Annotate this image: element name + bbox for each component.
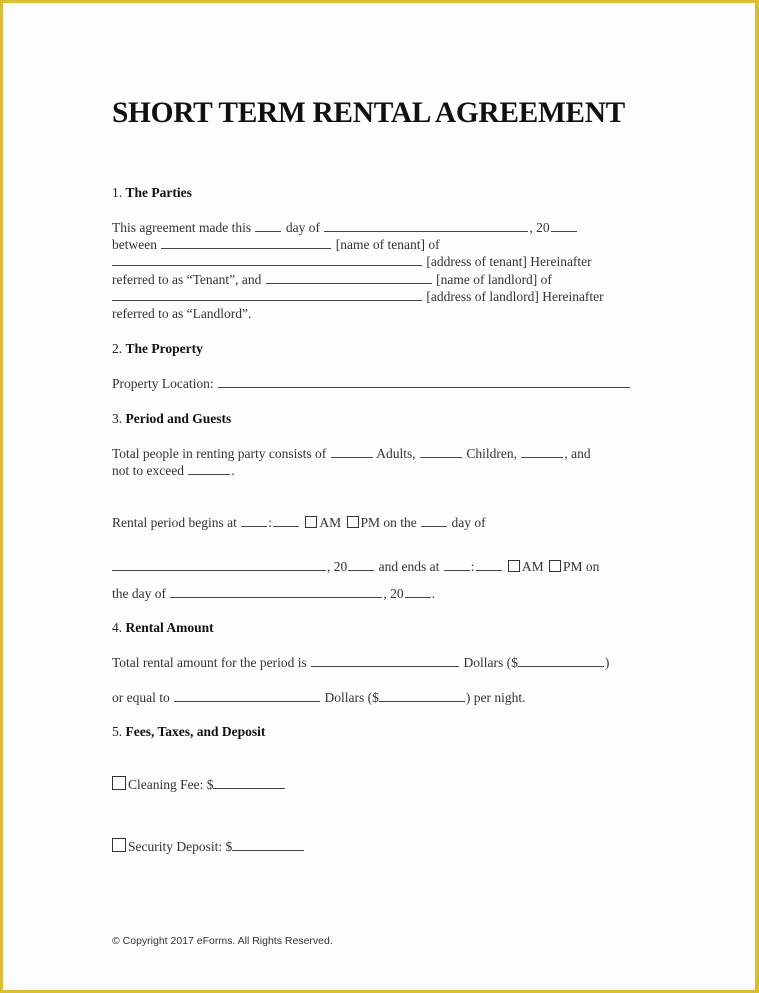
property-location-blank[interactable] [218,386,630,388]
end-minute-blank[interactable] [476,569,502,571]
document-title: SHORT TERM RENTAL AGREEMENT [112,96,625,129]
section-number: 2. [112,341,123,356]
adults-blank[interactable] [331,456,373,458]
text: between [112,237,157,252]
text: [name of landlord] of [436,272,552,287]
security-deposit-line [112,838,305,855]
section-number: 1. [112,185,123,200]
am-label: AM [319,515,342,530]
section-title: The Property [125,341,203,356]
text: [address of tenant] Hereinafter [426,254,592,269]
begin-pm-checkbox[interactable] [347,516,359,528]
cleaning-fee-label: Cleaning Fee: $ [128,777,214,792]
nightly-amount-words-blank[interactable] [174,700,320,702]
begin-am-checkbox[interactable] [305,516,317,528]
landlord-address-blank[interactable] [112,299,422,301]
section-title: The Parties [125,185,192,200]
text: referred to as “Tenant”, and [112,272,262,287]
text: . [431,586,435,601]
section-heading-fees [112,724,265,740]
text: : [268,515,272,530]
text: ) [604,655,610,670]
period-begins-line [112,515,486,531]
total-amount-words-blank[interactable] [311,665,459,667]
guests-line-2 [112,463,235,479]
text: not to exceed [112,463,184,478]
total-amount-number-blank[interactable] [518,665,604,667]
text: the day of [112,586,166,601]
parties-line-2 [112,237,440,253]
month-blank[interactable] [324,230,528,232]
period-end-date-line [112,586,435,602]
end-am-checkbox[interactable] [508,560,520,572]
text: on the [383,515,417,530]
text: Total rental amount for the period is [112,655,307,670]
security-deposit-label: Security Deposit: $ [128,839,233,854]
begin-day-blank[interactable] [421,525,447,527]
security-deposit-blank[interactable] [232,849,304,851]
text: . [231,463,235,478]
text: on [585,559,600,574]
text: , 20 [383,586,404,601]
tenant-address-blank[interactable] [112,264,422,266]
parties-line-6 [112,306,251,322]
parties-line-4 [112,272,552,288]
other-guests-blank[interactable] [521,456,563,458]
text: Children, [466,446,518,461]
section-heading-property [112,341,203,357]
tenant-name-blank[interactable] [161,247,331,249]
year-blank[interactable] [551,230,577,232]
copyright-footer: © Copyright 2017 eForms. All Rights Reserved. [112,935,333,947]
cleaning-fee-line [112,776,286,793]
parties-line-3 [112,254,592,270]
section-number: 4. [112,620,123,635]
rental-amount-line-1 [112,655,609,671]
cleaning-fee-checkbox[interactable] [112,776,126,790]
text: : [470,559,475,574]
section-title: Rental Amount [125,620,214,635]
end-pm-checkbox[interactable] [549,560,561,572]
children-blank[interactable] [420,456,462,458]
begin-hour-blank[interactable] [241,525,267,527]
end-hour-blank[interactable] [444,569,470,571]
cleaning-fee-blank[interactable] [213,787,285,789]
text: Adults, [376,446,416,461]
property-location-label: Property Location: [112,376,214,391]
period-ends-line [112,559,599,575]
max-guests-blank[interactable] [188,473,230,475]
text: ) per night. [465,690,526,705]
text: [address of landlord] Hereinafter [426,289,604,304]
text: Dollars ($ [324,690,379,705]
begin-year-blank[interactable] [348,569,374,571]
text: Dollars ($ [463,655,518,670]
pm-label: PM [563,559,583,574]
text: referred to as “Landlord”. [112,306,252,321]
text: , 20 [327,559,348,574]
text: Total people in renting party consists of [112,446,327,461]
text: Rental period begins at [112,515,237,530]
text: day of [285,220,320,235]
begin-month-blank[interactable] [112,569,326,571]
end-year-blank[interactable] [405,596,431,598]
begin-minute-blank[interactable] [273,525,299,527]
end-month-blank[interactable] [170,596,382,598]
parties-line-1 [112,220,578,236]
nightly-amount-number-blank[interactable] [379,700,465,702]
section-number: 3. [112,411,123,426]
section-heading-rental-amount [112,620,214,636]
text: This agreement made this [112,220,252,235]
text: day of [451,515,486,530]
section-heading-parties [112,185,192,201]
pm-label: PM [360,515,381,530]
text: , and [564,446,591,461]
text: , 20 [529,220,550,235]
property-location-line [112,376,631,392]
text: [name of tenant] of [335,237,440,252]
am-label: AM [521,559,544,574]
section-heading-period-guests [112,411,231,427]
section-title: Period and Guests [125,411,232,426]
rental-amount-line-2 [112,690,525,706]
text: and ends at [378,559,440,574]
landlord-name-blank[interactable] [266,282,432,284]
day-blank[interactable] [255,230,281,232]
security-deposit-checkbox[interactable] [112,838,126,852]
section-number: 5. [112,724,123,739]
parties-line-5 [112,289,604,305]
text: or equal to [112,690,170,705]
guests-line-1 [112,446,591,462]
section-title: Fees, Taxes, and Deposit [125,724,266,739]
